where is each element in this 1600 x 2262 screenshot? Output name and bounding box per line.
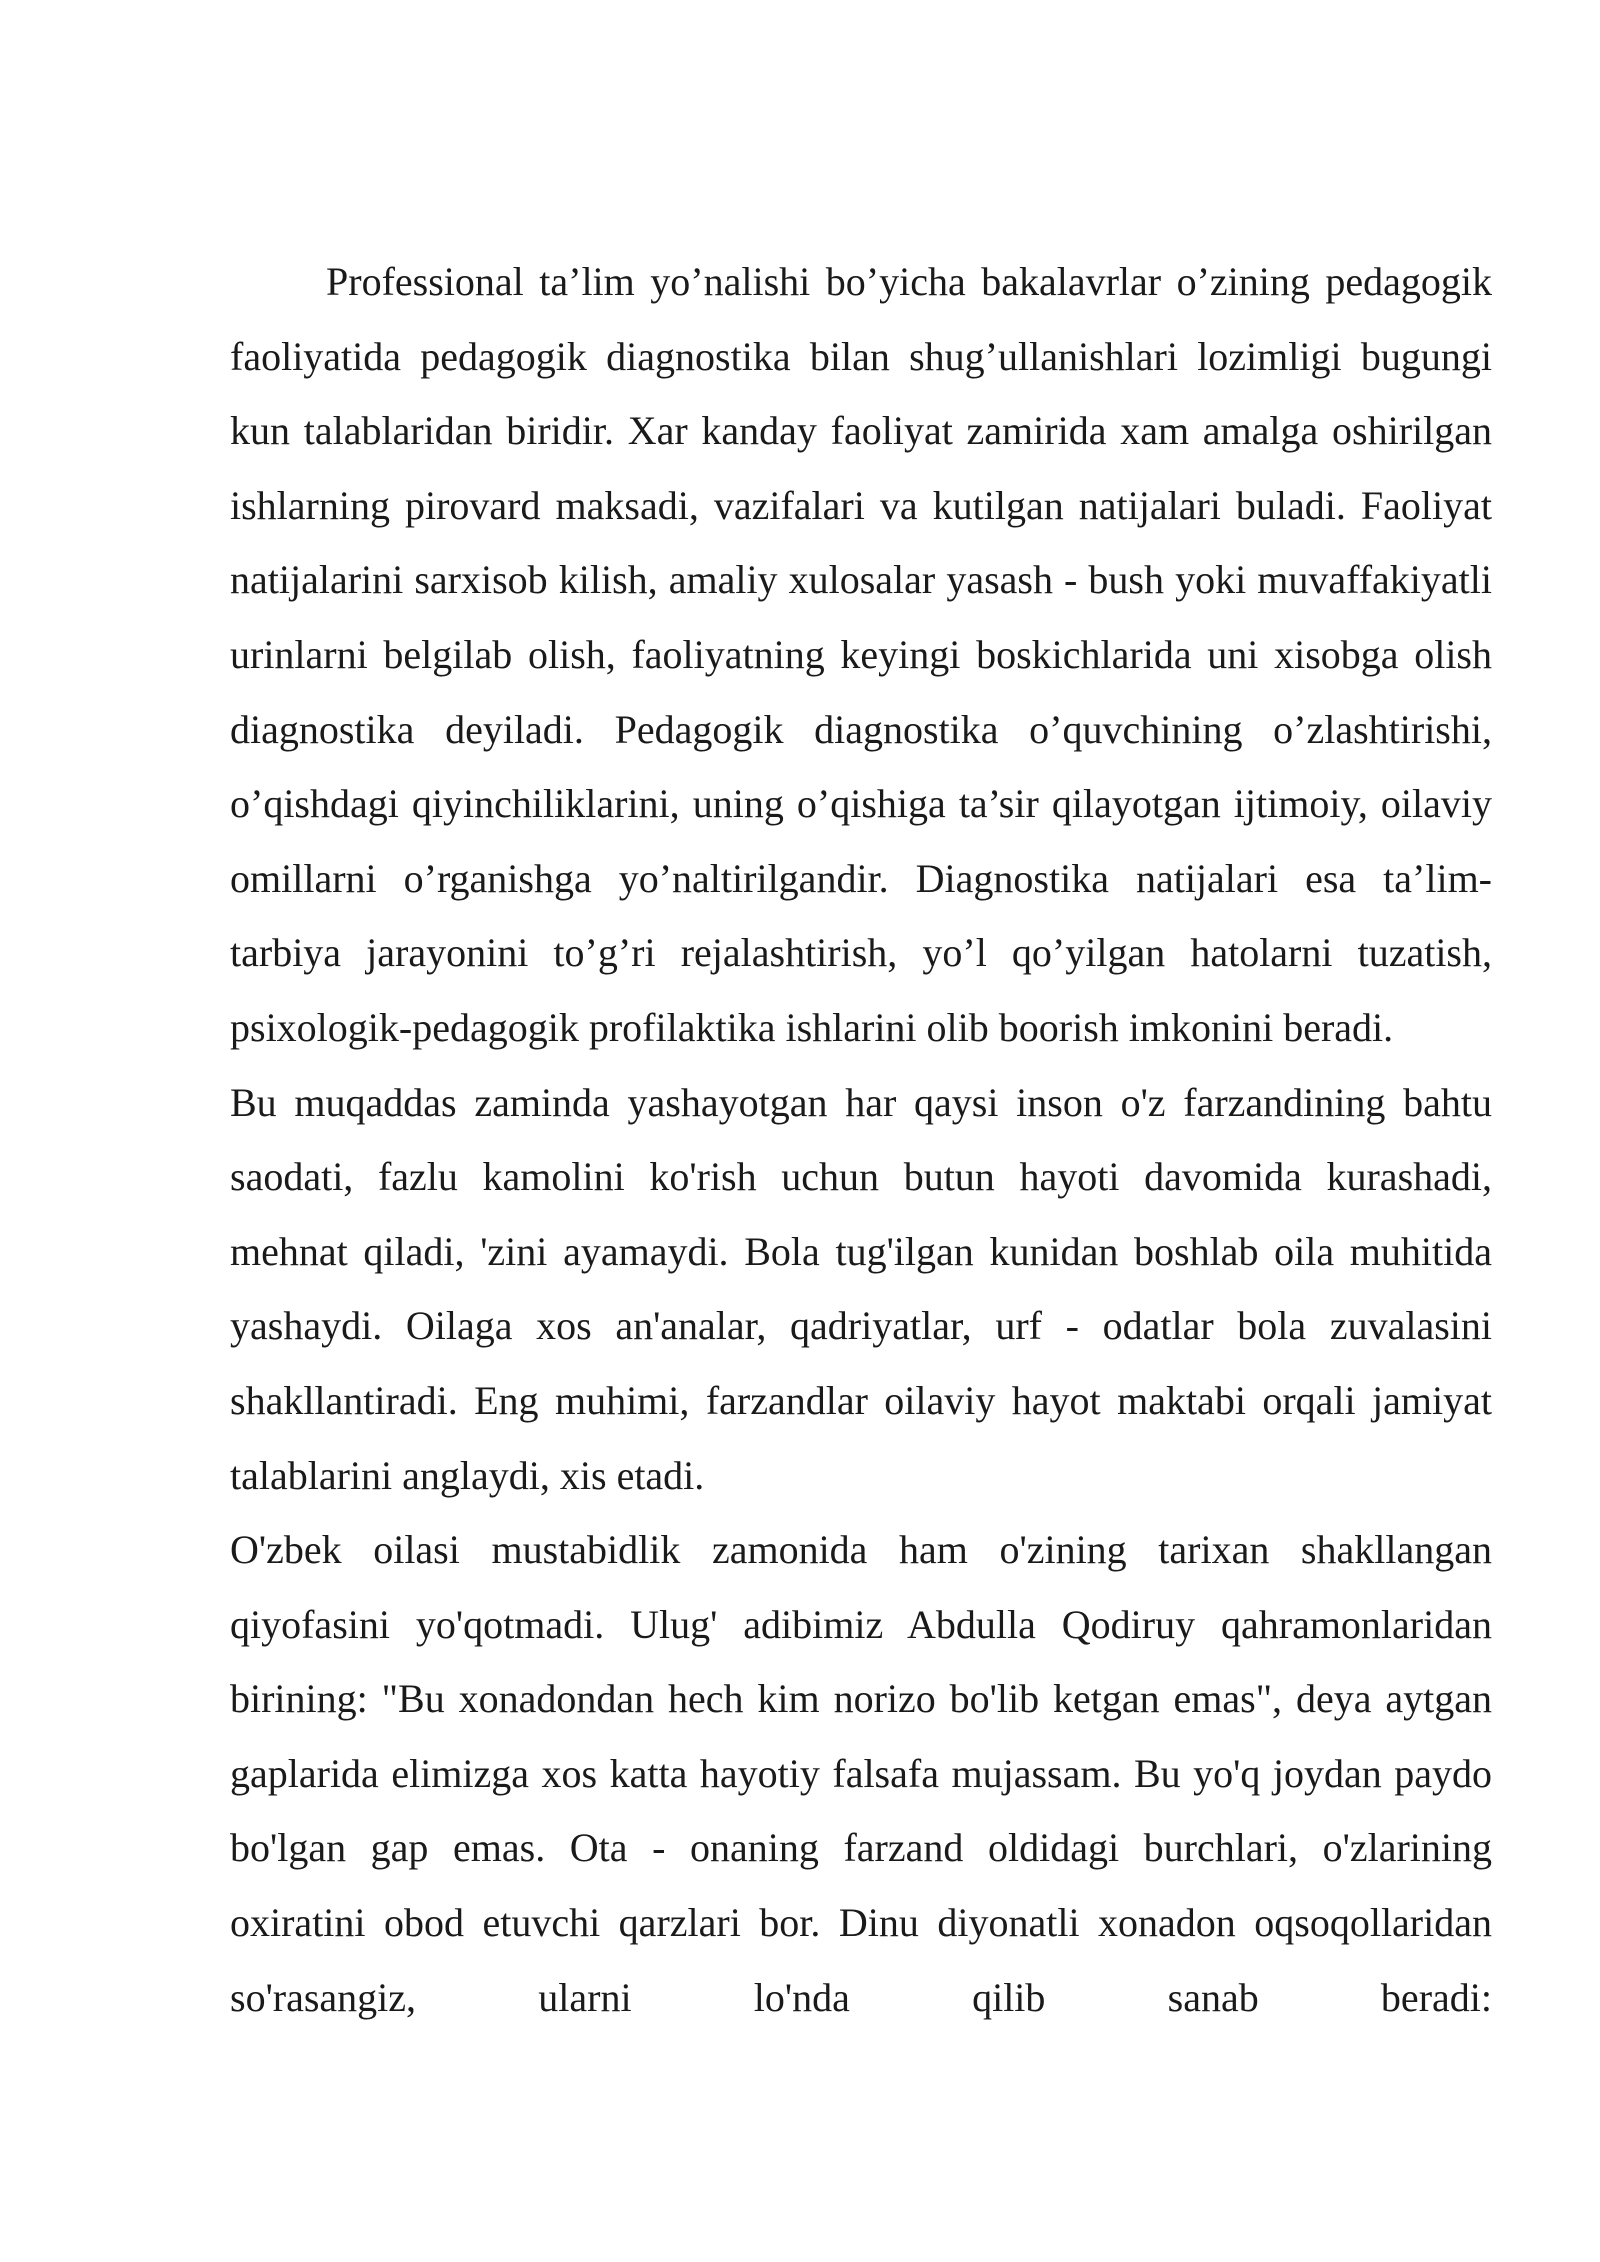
paragraph-pedagogical-diagnostics: Professional ta’lim yo’nalishi bo’yicha bakalavrlar o’zining pedagogik faoliyatida pedagogik diagnostika bilan shug’ullanishlari lozimligi bugungi kun talablaridan biridir. Xar kanday faoliyat zamirida xam amalga oshirilgan ishlarning pirovard maksadi, vazifalari va kutilgan natijalari buladi. Faoliyat natijalarini sarxisob kilish, amaliy xulosalar yasash - bush yoki muvaffakiyatli urinlarni belgilab olish, faoliyatning keyingi boskichlarida uni xisobga olish diagnostika deyiladi. Pedagogik diagnostika o’quvchining o’zlashtirishi, o’qishdagi qiyinchiliklarini, uning o’qishiga ta’sir qilayotgan ijtimoiy, oilaviy omillarni o’rganishga yo’naltirilgandir. Diagnostika natijalari esa ta’lim-tarbiya jarayonini to’g’ri rejalashtirish, yo’l qo’yilgan hatolarni tuzatish, psixologik-pedagogik profilaktika ishlarini olib boorish imkonini beradi. bbox=[230, 259, 1492, 1050]
paragraph-uzbek-family: O'zbek oilasi mustabidlik zamonida ham o'zining tarixan shakllangan qiyofasini yo'qotmadi. Ulug' adibimiz Abdulla Qodiruy qahramonlaridan birining: "Bu xonadondan hech kim norizo bo'lib ketgan emas", deya aytgan gaplarida elimizga xos katta hayotiy falsafa mujassam. Bu yo'q joydan paydo bo'lgan gap emas. Ota - onaning farzand oldidagi burchlari, o'zlarining oxiratini obod etuvchi qarzlari bor. Dinu diyonatli xonadon oqsoqollaridan so'rasangiz, ularni lo'nda qilib sanab beradi: bbox=[230, 1527, 1492, 2020]
body-text bbox=[230, 245, 1492, 2035]
paragraph-family-upbringing: Bu muqaddas zaminda yashayotgan har qaysi inson o'z farzandining bahtu saodati, fazlu kamolini ko'rish uchun butun hayoti davomida kurashadi, mehnat qiladi, 'zini ayamaydi. Bola tug'ilgan kunidan boshlab oila muhitida yashaydi. Oilaga xos an'analar, qadriyatlar, urf - odatlar bola zuvalasini shakllantiradi. Eng muhimi, farzandlar oilaviy hayot maktabi orqali jamiyat talablarini anglaydi, xis etadi. bbox=[230, 1079, 1492, 1498]
